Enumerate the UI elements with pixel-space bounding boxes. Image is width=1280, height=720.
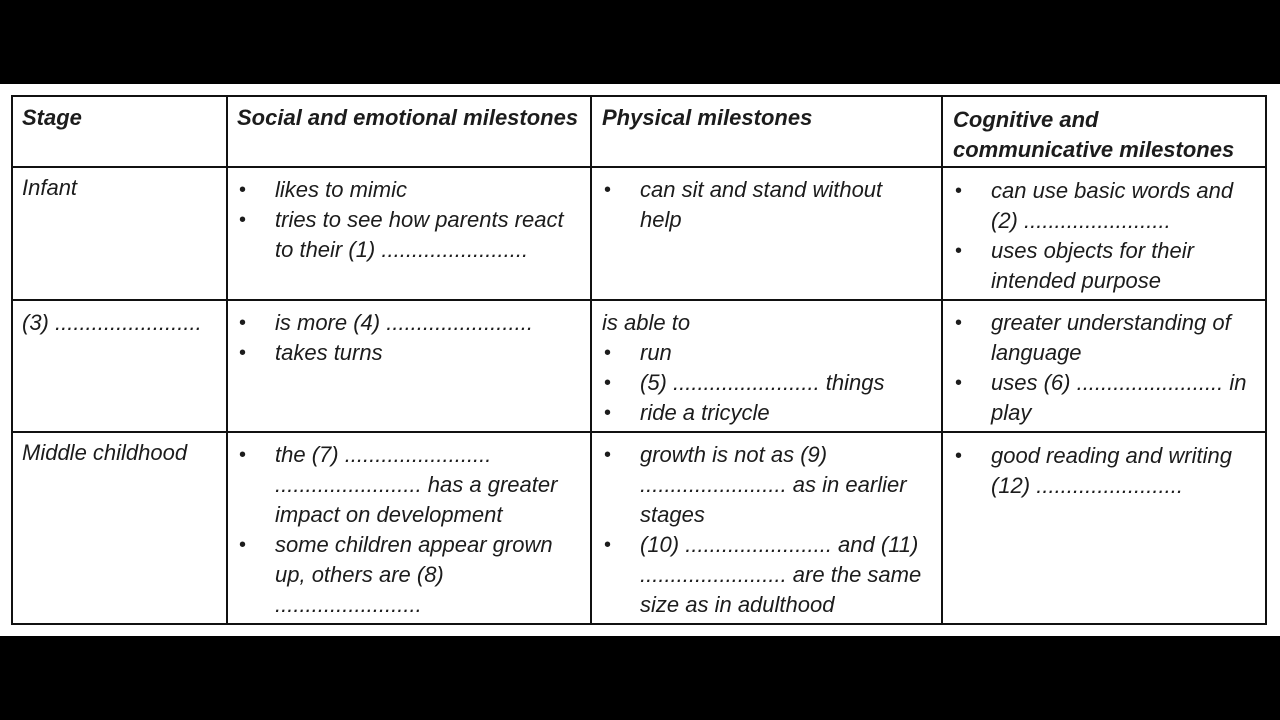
physical-cell-middle-childhood xyxy=(602,440,932,620)
header-stage: Stage xyxy=(22,105,82,130)
list-item: • some children appear grown up, others are (8) ........................ xyxy=(237,530,582,620)
social-cell-infant xyxy=(237,175,582,265)
row-divider xyxy=(13,166,1265,168)
list-item: • ride a tricycle xyxy=(602,398,932,428)
header-physical: Physical milestones xyxy=(602,105,813,130)
physical-cell-row-3 xyxy=(602,308,932,428)
milestones-table xyxy=(11,95,1267,625)
cognitive-cell-infant xyxy=(953,176,1263,296)
list-item: • is more (4) ........................ xyxy=(237,308,582,338)
cognitive-cell-middle-childhood xyxy=(953,441,1263,501)
list-item: • tries to see how parents react to their (1) ........................ xyxy=(237,205,582,265)
list-item: • growth is not as (9) ........................ as in earlier stages xyxy=(602,440,932,530)
physical-intro: is able to xyxy=(602,310,691,335)
row-divider xyxy=(13,431,1265,433)
stage-infant: Infant xyxy=(22,175,78,200)
stage-middle-childhood: Middle childhood xyxy=(22,440,188,465)
social-cell-middle-childhood xyxy=(237,440,582,620)
list-item: • can sit and stand without help xyxy=(602,175,920,235)
list-item: • uses (6) ........................ in play xyxy=(953,368,1253,428)
physical-cell-infant xyxy=(602,175,920,235)
column-divider xyxy=(590,97,592,623)
list-item: • greater understanding of language xyxy=(953,308,1253,368)
column-divider xyxy=(941,97,943,623)
row-divider xyxy=(13,299,1265,301)
worksheet-page xyxy=(0,84,1280,636)
list-item: • run xyxy=(602,338,932,368)
list-item: • can use basic words and (2) ........................ xyxy=(953,176,1263,236)
header-social-emotional: Social and emotional milestones xyxy=(237,105,579,130)
list-item: • takes turns xyxy=(237,338,582,368)
list-item: • good reading and writing (12) ........................ xyxy=(953,441,1263,501)
cognitive-cell-row-3 xyxy=(953,308,1253,428)
list-item: • uses objects for their intended purpose xyxy=(953,236,1263,296)
stage-blank-3: (3) ........................ xyxy=(22,310,202,335)
column-divider xyxy=(226,97,228,623)
list-item: • (10) ........................ and (11) ........................ are the same size as in adulthood xyxy=(602,530,932,620)
social-cell-row-3 xyxy=(237,308,582,368)
list-item: • (5) ........................ things xyxy=(602,368,932,398)
header-cognitive: Cognitive and communicative milestones xyxy=(953,107,1235,162)
list-item: • likes to mimic xyxy=(237,175,582,205)
list-item: • the (7) ........................ ........................ has a greater impact on development xyxy=(237,440,582,530)
